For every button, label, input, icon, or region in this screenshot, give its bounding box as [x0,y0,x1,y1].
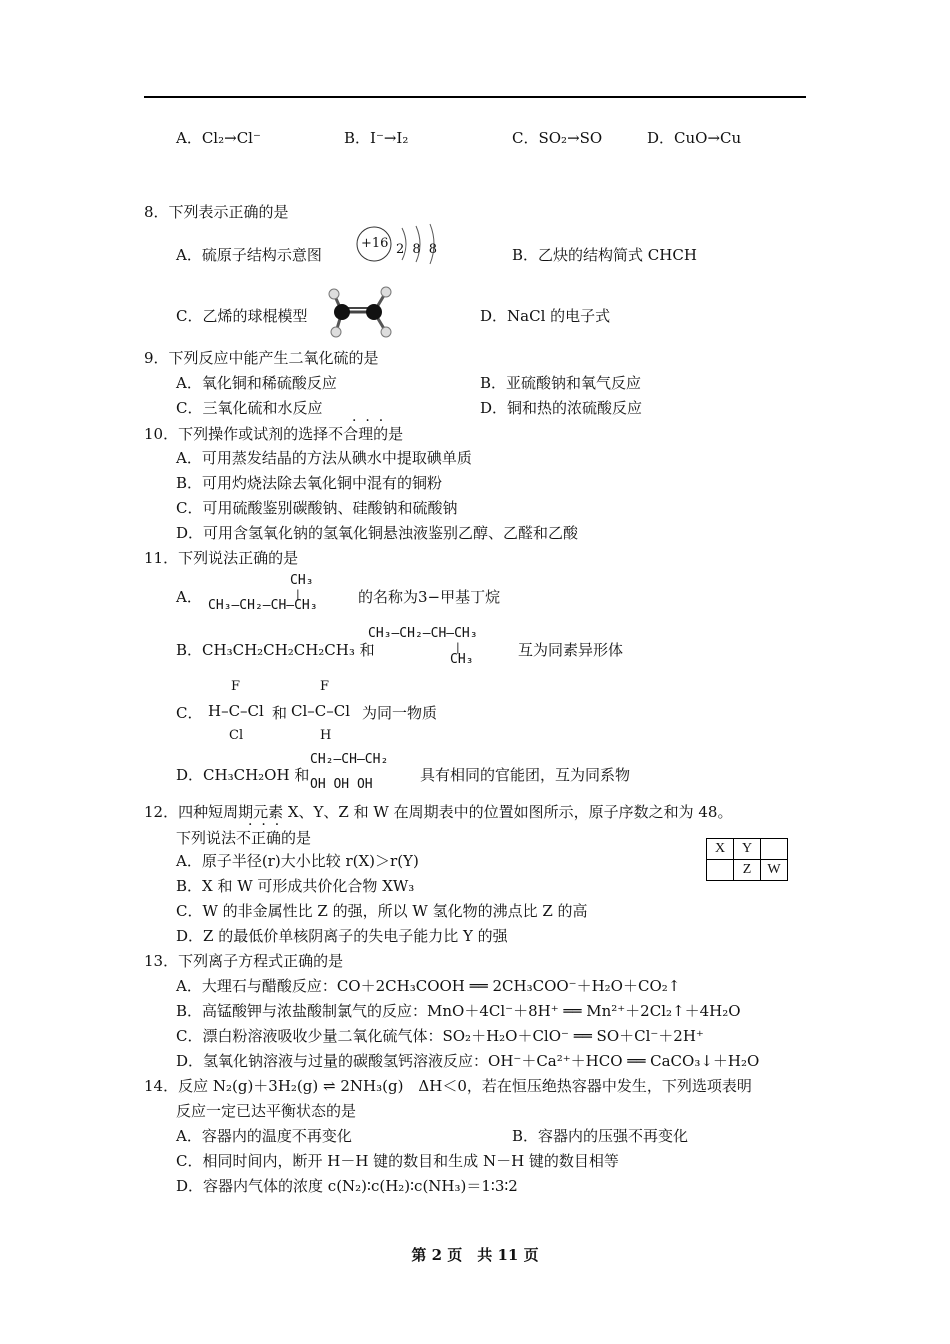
q11-a-chain: CH₃–CH₂–CH–CH₃ [208,598,318,613]
q11-c-text: 为同一物质 [362,704,438,722]
q8-option-a: A．硫原子结构示意图 [176,246,322,264]
q11-b-text2: 互为同素异形体 [518,641,624,659]
q11-stem: 11．下列说法正确的是 [144,549,299,567]
q11-c-and: 和 [272,704,288,722]
q7-option-c: C．SO₂→SO [512,129,603,147]
q11-option-a-label: A． [176,588,202,606]
q11-b-bond: | [456,641,460,654]
q12-stem-2: 下列说法不正确的是 [176,829,312,847]
q9-stem: 9．下列反应中能产生二氧化硫的是 [144,349,379,367]
q13-option-a: A．大理石与醋酸反应：CO＋2CH₃COOH ══ 2CH₃COO⁻＋H₂O＋CO₂↑ [176,977,681,995]
q14-stem: 14．反应 N₂(g)＋3H₂(g) ⇌ 2NH₃(g) ΔH＜0，若在恒压绝热容器中发生，下列选项表明 [144,1077,752,1095]
q9-option-c: C．三氧化硫和水反应 [176,399,323,417]
q13-option-b: B．高锰酸钾与浓盐酸制氯气的反应：MnO＋4Cl⁻＋8H⁺ ══ Mn²⁺＋2Cl₂↑＋4H₂O [176,1002,741,1020]
pt-cell [761,839,788,860]
q8-shell-electrons: 2 8 8 [396,242,440,257]
q8-option-d: D．NaCl 的电子式 [480,307,611,325]
q11-c-f2: F [320,679,330,694]
q11-d-chain: CH₂–CH–CH₂ [310,752,389,767]
q13-stem: 13．下列离子方程式正确的是 [144,952,344,970]
q10-stem: 10．下列操作或试剂的选择不合理的是 [144,425,404,443]
q11-option-b-text: B．CH₃CH₂CH₂CH₂CH₃ 和 [176,641,375,659]
pt-cell: X [707,839,734,860]
q10-option-d: D．可用含氢氧化钠的氢氧化铜悬浊液鉴别乙醇、乙醛和乙酸 [176,524,579,542]
q14-option-b: B．容器内的压强不再变化 [512,1127,689,1145]
q14-option-d: D．容器内气体的浓度 c(N₂)∶c(H₂)∶c(NH₃)＝1∶3∶2 [176,1177,518,1195]
q10-option-a: A．可用蒸发结晶的方法从碘水中提取碘单质 [176,449,472,467]
q12-option-b: B．X 和 W 可形成共价化合物 XW₃ [176,877,415,895]
q8-stem: 8．下列表示正确的是 [144,203,289,221]
q10-option-b: B．可用灼烧法除去氧化铜中混有的铜粉 [176,474,443,492]
q11-a-bond: | [296,588,300,601]
q7-option-d: D．CuO→Cu [647,129,742,147]
q11-c-h2: H [320,728,332,743]
q8-option-c: C．乙烯的球棍模型 [176,307,308,325]
q9-option-d: D．铜和热的浓硫酸反应 [480,399,643,417]
q11-c-f1: F [231,679,241,694]
q14-stem-2: 反应一定已达平衡状态的是 [176,1102,357,1120]
q12-option-d: D．Z 的最低价单核阴离子的失电子能力比 Y 的强 [176,927,508,945]
q10-option-c: C．可用硫酸鉴别碳酸钠、硅酸钠和硫酸钠 [176,499,458,517]
q13-option-d: D．氢氧化钠溶液与过量的碳酸氢钙溶液反应：OH⁻＋Ca²⁺＋HCO ══ CaCO₃↓＋H₂O [176,1052,760,1070]
q11-c-row1: H–C–Cl [208,702,264,720]
q7-option-a: A．Cl₂→Cl⁻ [176,129,261,147]
page-footer: 第 2 页 共 11 页 [411,1246,539,1264]
q9-option-b: B．亚硫酸钠和氧气反应 [480,374,642,392]
q13-option-c: C．漂白粉溶液吸收少量二氧化硫气体：SO₂＋H₂O＋ClO⁻ ══ SO＋Cl⁻＋2H⁺ [176,1027,704,1045]
q12-option-a: A．原子半径(r)大小比较 r(X)＞r(Y) [176,852,419,870]
ethylene-ball-stick-model-icon [322,282,402,340]
emphasis-dots: · · · [248,817,280,833]
periodic-table-fragment [706,838,788,881]
pt-cell: Z [734,860,761,881]
q11-a-text: 的名称为3−甲基丁烷 [358,588,501,606]
q8-nucleus-label: +16 [361,236,389,251]
q9-option-a: A．氧化铜和稀硫酸反应 [176,374,337,392]
q14-option-c: C．相同时间内，断开 H－H 键的数目和生成 N－H 键的数目相等 [176,1152,619,1170]
q12-stem: 12．四种短周期元素 X、Y、Z 和 W 在周期表中的位置如图所示，原子序数之和为 48。 [144,803,733,821]
q11-b-methyl: CH₃ [450,652,474,667]
q11-b-chain: CH₃–CH₂–CH–CH₃ [368,626,478,641]
q12-option-c: C．W 的非金属性比 Z 的强，所以 W 氢化物的沸点比 Z 的高 [176,902,588,920]
q14-option-a: A．容器内的温度不再变化 [176,1127,352,1145]
header-rule [144,96,806,98]
q11-option-d-text: D．CH₃CH₂OH 和 [176,766,310,784]
emphasis-dots: · · · [352,413,384,429]
q11-d-text2: 具有相同的官能团，互为同系物 [420,766,631,784]
q11-d-hydroxyls: OH OH OH [310,777,373,792]
pt-cell: Y [734,839,761,860]
pt-cell: W [761,860,788,881]
q11-a-methyl: CH₃ [290,573,314,588]
q7-option-b: B．I⁻→I₂ [344,129,409,147]
q11-c-cl1: Cl [229,728,244,743]
q11-c-row2: Cl–C–Cl [291,702,351,720]
q11-option-c-label: C． [176,704,203,722]
pt-cell [707,860,734,881]
q8-option-b: B．乙炔的结构简式 CHCH [512,246,697,264]
